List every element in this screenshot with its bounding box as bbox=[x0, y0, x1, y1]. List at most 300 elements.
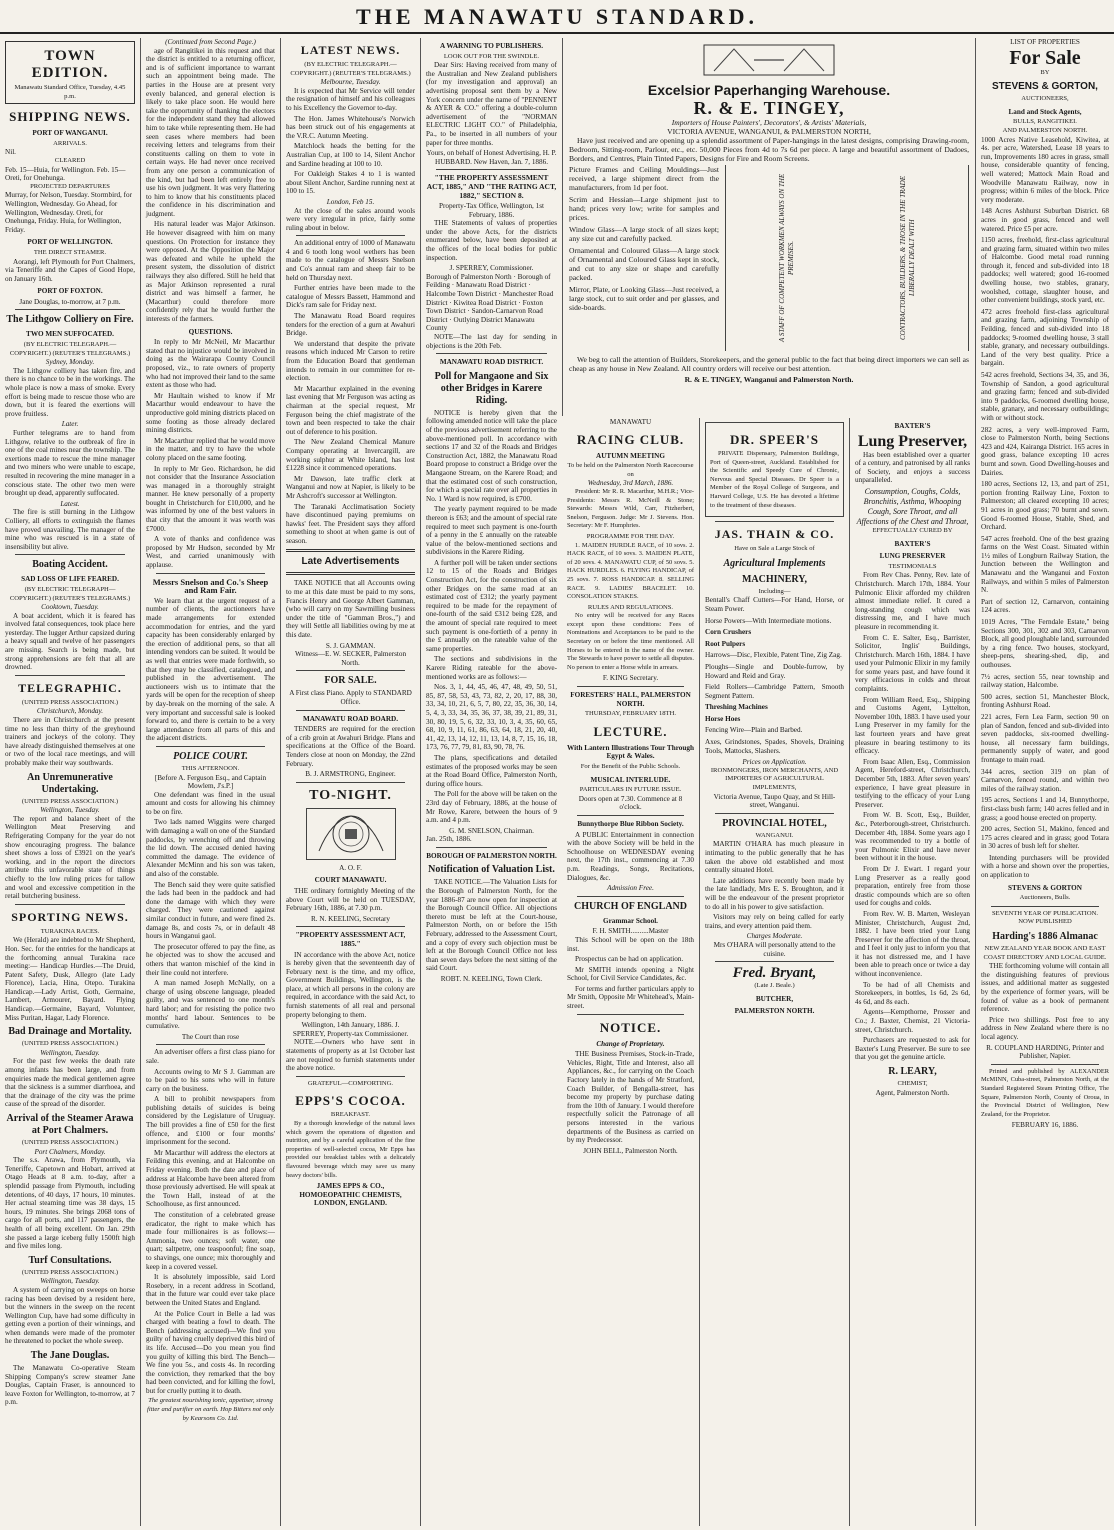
sign-painting-icon bbox=[694, 41, 844, 81]
col2-para: One defendant was fined in the usual amount and costs for allowing his chimney to be on fire. bbox=[146, 790, 275, 816]
unremun-dateline: Wellington, Tuesday. bbox=[40, 806, 100, 815]
divider bbox=[15, 904, 125, 905]
boating-sub: SAD LOSS OF LIFE FEARED. bbox=[21, 575, 119, 584]
change-sign: JOHN BELL, Palmerston North. bbox=[583, 1146, 678, 1155]
drainage-title: Bad Drainage and Mortality. bbox=[8, 1026, 132, 1038]
col3-para: For Oakleigh Stakes 4 to 1 is wanted about Silent Anchor, Sardine running next at 100 to 15. bbox=[286, 170, 415, 196]
tingey-para: Have just received and are opening up a splendid assortment of Paper-hangings in the latest designs, comprising Drawing-room, Bedroom, Sitting-room, Parlour, etc., etc. 50,000 Pieces from 4d to 7s 6d per piece. A large and beautiful assortment of Dadoes, Borders, and Centres, Plain Tinted Papers, Designs for Fire and Room Screens. bbox=[569, 136, 969, 163]
shipping-title: SHIPPING NEWS. bbox=[9, 109, 131, 125]
property-item: 221 acres, Fern Lea Farm, section 90 on plan of Sandon, fenced and sub-divided into seven paddocks, six-roomed dwelling-house, all necessary farm buildings, permanently supply of water, and good frontage to main road. bbox=[981, 712, 1109, 764]
continued-note: (Continued from Second Page.) bbox=[165, 38, 256, 46]
drainage-text: For the past few weeks the death rate among infants has been large, and from enquiries made the medical gentlemen agree that the sickness is a summer diarrhoea, and that the drainage of the city was the prime cause of the spread of the disorder. bbox=[5, 1057, 135, 1109]
lithgow-text: The Lithgow colliery has taken fire, and there is no chance to be in the workings. The whole place is now a mass of smoke. Every effort is being made to rescue those who are down, but it is feared the exertions will prove fruitless. bbox=[5, 366, 135, 418]
club-officers: President: Mr R. R. Macarthur, M.H.R.; Vice-Presidents: Messrs R. McNeill & Stone; Stewards: Messrs Wild, Carr, Fitzherbert, Snelson, Ferguson. Judge: Mr J. Stevens. Hon. Secretary: Mr F. Humphries. bbox=[567, 487, 694, 530]
ploughs: Ploughs—Single and Double-furrow, by Howard and Reid and Gray. bbox=[705, 662, 844, 680]
bentall: Bentall's Chaff Cutters—For Hand, Horse, or Steam Power. bbox=[705, 596, 844, 613]
jane-text: The Manawatu Co-operative Steam Shipping Company's screw steamer Jane Douglas, Captain Fraser, is announced to leave Foxton for Wellington, to-morrow, at 7 p.m. bbox=[5, 1364, 135, 1407]
col2-para: Two lads named Wiggins were charged with damaging a wall on one of the Standard paddocks, by wrenching off and throwing the lid down. The accused denied having committed the damage. The evidence of Alexander McMinn and his son was taken, and also of the constable. bbox=[146, 818, 275, 879]
divider bbox=[577, 1014, 684, 1015]
poll-text: NOTICE is hereby given that the following amended notice will take the place of the previous advertisement referring to the above-mentioned poll. In accordance with sections 17 and 32 of the Roads and Bridges Construction Act, 1882, the Manawatu Road Board propose to construct a Bridge over the Mangaone Stream, on the Karere Road; and that the estimated cost of such construction, for which a special rate over all properties in No. 1 Ward is now required, is £700. bbox=[426, 408, 557, 503]
warning-sub: LOOK OUT FOR THE SWINDLE. bbox=[443, 52, 540, 60]
school-text: This School will be open on the 18th inst. bbox=[567, 935, 694, 953]
tel-dateline: Christchurch, Monday. bbox=[36, 707, 104, 716]
town-edition-box bbox=[5, 41, 135, 104]
tingey-firm: R. & E. TINGEY, bbox=[693, 98, 845, 118]
threshing: Threshing Machines bbox=[705, 703, 768, 712]
dateline: London, Feb 15. bbox=[326, 197, 375, 206]
horse-hoes: Horse Hoes bbox=[705, 714, 741, 723]
foresters-emblem bbox=[306, 808, 396, 860]
drainage-dateline: Wellington, Tuesday. bbox=[40, 1048, 100, 1057]
aof-label: A. O. F. bbox=[339, 863, 362, 872]
plans-text: The plans, specifications and detailed estimates of the proposed works may be seen at the Road Board Office, Palmerston North, during office hours. bbox=[426, 753, 557, 788]
col2-para: At the Police Court in Belle a lad was charged with beating a fowl to death. The Bench (addressing accused)—We find you guilty of having cruelly deprived this bird of its life. Accused—Do you mean you find you guilty of killing this bird. The Bench—We fine you 5s., and costs 4s. In recording the conviction, they remarked that the boy had been convicted, and for killing the fowl, but for cruelly putting it to death. bbox=[146, 1309, 275, 1395]
masthead bbox=[0, 0, 1114, 34]
epps-sign: JAMES EPPS & CO., HOMOEOPATHIC CHEMISTS, LONDON, ENGLAND. bbox=[299, 1182, 402, 1208]
divider bbox=[991, 906, 1099, 907]
assessment-text: IN accordance with the above Act, notice is hereby given that the seventeenth day of February next is the time, and my office, Government Buildings, Wellington, is the place, at which all persons in the colony are required, in accordance with the said Act, to furnish statements of all real and personal property belonging to them. bbox=[286, 950, 415, 1019]
divider bbox=[296, 710, 405, 711]
property-item: 472 acres freehold first-class agricultural and grazing farm, adjoining Township of Feilding, fenced and sub-divided into 18 paddocks; 9-roomed dwelling house, 3 stall stable, granary, and necessary outbuildings. Land of the very best quality. Price a bargain. bbox=[981, 307, 1109, 368]
col2-para: Accounts owing to Mr S J. Gamman are to be paid to his sons who will in future carry on the business. bbox=[146, 1067, 275, 1093]
divider bbox=[436, 847, 547, 848]
forsale-title: For Sale bbox=[1009, 46, 1081, 69]
col2-para: An advertiser offers a first class piano for sale. bbox=[146, 1048, 275, 1065]
column-6 bbox=[699, 418, 849, 1526]
seventh-year: SEVENTH YEAR OF PUBLICATION. bbox=[992, 909, 1098, 917]
port-wanganui: PORT OF WANGANUI. bbox=[32, 129, 108, 138]
arawa-tag: (UNITED PRESS ASSOCIATION.) bbox=[21, 1139, 119, 1146]
arrivals-heading: ARRIVALS. bbox=[53, 139, 87, 147]
sporting-text: We (Herald) are indebted to Mr Shepherd, Hon. Sec. for the entries for the handicaps at the forthcoming annual Turakina race meeting:— Handicap Hurdles.—The Druid, Patent Safety, Dusk, Allegro (late Lady Florence), Lacia, Hina, Otepo. Turakina Handicap.—Lady Artist, Goth, Germaine, Lambert, Armourer, Bayard. Flying Handicap.—Germaine, Bayard, Volunteer, Miss Puritan, Hagar, Lady Florence. bbox=[5, 936, 135, 1022]
now-published: NOW PUBLISHED bbox=[1018, 918, 1072, 926]
cleared-text: Feb. 15—Huia, for Wellington. Feb. 15—Oreti, for Onehunga. bbox=[5, 165, 126, 183]
foxton-text: Jane Douglas, to-morrow, at 7 p.m. bbox=[19, 297, 121, 306]
divider bbox=[715, 813, 834, 814]
hotel-text-2: Late additions have recently been made by the late landlady, Mrs E. S. Broughton, and it will be the endeavour of the present proprietor to do all in his power to give satisfaction. bbox=[705, 876, 844, 911]
sold-note: To be had of all Chemists and Storekeepers, in bottles, 1s 6d, 2s 6d, 4s 6d, and 8s each. bbox=[855, 980, 970, 1006]
property-item: 282 acres, a very well-improved Farm, close to Palmerston North, being Sections 423 and 424, Kairanga District. 165 acres in good grass, balance excepting 10 acres burnt and sown. Good Dwelling-houses and Dairies. bbox=[981, 425, 1109, 477]
corn-crushers: Corn Crushers bbox=[705, 628, 752, 637]
terms: For terms and further particulars apply to Mr Smith, Opposite Mr Whitehead's, Main-street. bbox=[567, 984, 694, 1011]
col2-para: In reply to Mr Geo. Richardson, he did not consider that the Insurance Association was managed in a thoroughly straight manner. He knew personally of a property bought in Christchurch for £10,000, and he was informed by one of the best valuers in that city that the amount it was worth was £7000. bbox=[146, 464, 275, 533]
lung-title: Lung Preserver, bbox=[857, 432, 968, 450]
telegraphic-title: TELEGRAPHIC. bbox=[18, 680, 122, 695]
property-item: 500 acres, section 51, Manchester Block, fronting Ashhurst Road. bbox=[981, 692, 1109, 710]
field-rollers: Field Rollers—Cambridge Pattern, Smooth Segment Pattern. bbox=[705, 683, 844, 700]
sections-intro: The sections and subdivisions in the Karere Riding rateable for the above-mentioned works are as follows:— bbox=[426, 655, 557, 681]
tingey-banner bbox=[569, 40, 969, 82]
grammar-title: Grammar School. bbox=[603, 916, 658, 925]
divider bbox=[156, 1044, 265, 1045]
road-board-title: MANAWATU ROAD BOARD. bbox=[302, 714, 399, 723]
tingey-vertical-2: CONTRACTORS, BUILDERS, & THOSE IN THE TRADE LIBERALLY DEALT WITH bbox=[898, 176, 916, 340]
column-8 bbox=[975, 38, 1114, 1526]
col2-para: The prosecutor offered to pay the fine, as he objected was to show the accused and others that wanton mischief of the kind in their line could not interfere. bbox=[146, 942, 275, 977]
assessment-note: NOTE.—Owners who have sent in statements of property as at 1st October last are not required to furnish statements under the above notice. bbox=[286, 1038, 415, 1073]
list-of-properties: LIST OF PROPERTIES bbox=[1010, 38, 1080, 46]
smith-text: Mr SMITH intends opening a Night School, for Civil Service Candidates, &c. bbox=[567, 965, 694, 983]
divider bbox=[15, 675, 125, 676]
poll-date: The Poll for the above will be taken on the 23rd day of February, 1886, at the house of Mr Rowe, Karere, between the hours of 9 a.m. and 4 p.m. bbox=[426, 790, 557, 825]
tingey-products bbox=[569, 165, 719, 351]
divider bbox=[436, 169, 547, 170]
tingey-body bbox=[569, 165, 969, 351]
ribbon-text: A PUBLIC Entertainment in connection with the above Society will be held in the Schoolhouse on WEDNESDAY evening next, the 17th inst., commencing at 7.30 p.m. Readings, Songs, Recitations, Dialogues, &c. bbox=[567, 830, 694, 882]
col2-para: The Bench said they were quite satisfied the lads had been in the paddock and had done the damage with which they were charged. They were cautioned against similar conduct in future, and were fined 2s. damage 8s, and costs 7s, or in default 48 hours in Wanganui gaol. bbox=[146, 880, 275, 941]
held-at: To be held on the Palmerston North Racecourse on bbox=[567, 462, 694, 478]
lithgow-title: The Lithgow Colliery on Fire. bbox=[6, 314, 134, 326]
divider bbox=[991, 1064, 1099, 1065]
tingey-scrim: Scrim and Hessian—Large shipment just to hand; prices very low; write for samples and prices. bbox=[569, 195, 719, 222]
column-3 bbox=[280, 38, 420, 1526]
breakfast-label: BREAKFAST. bbox=[330, 1111, 371, 1119]
agents-note: Agents—Kempthorne, Prosser and Co.; J. Baxter, Chemist, 21 Victoria-street, Christchurch. bbox=[855, 1008, 970, 1034]
foresters-hall: FORESTERS' HALL, PALMERSTON NORTH. bbox=[570, 691, 691, 708]
road-district-title: MANAWATU ROAD DISTRICT. bbox=[439, 358, 544, 367]
thain-sub: Have on Sale a Large Stock of bbox=[734, 545, 815, 553]
leary-name: R. LEARY, bbox=[888, 1066, 937, 1077]
master-line: F. H. SMITH..........Master bbox=[592, 927, 669, 936]
nz-year-book: NEW ZEALAND YEAR BOOK AND EAST COAST DIRECTORY AND LOCAL GUIDE. bbox=[983, 945, 1107, 961]
divider bbox=[436, 353, 547, 354]
grateful: GRATEFUL—COMFORTING. bbox=[307, 1079, 394, 1087]
col2-para: His natural leader was Major Atkinson. He however disagreed with him on many questions. On Protection for instance they were opposed. At the Opposition the Major was defeated and while he upheld the present system, the dissolution of district railways they also differed. Still he held that as Major Atkinson represented a rural district and was himself a farmer, he (Macarthur) could therefore more confidently rely that he would further the interests of the farmers. bbox=[146, 220, 275, 323]
property-item: 180 acres, Sections 12, 13, and part of 251, portion fronting Railway Line, Foxton to Palmerston; all cleared excepting 10 acres; 91 acres in good grass; 70 burnt and sown. Good 6-roomed House, Stable, Shed, and Orchard. bbox=[981, 480, 1109, 532]
harding-price: Price two shillings. Post free to any address in New Zealand where there is no local agency. bbox=[981, 1015, 1109, 1041]
districts-list: Borough of Palmerston North · Borough of Feilding · Manawatu Road District · Halcombe Town District · Manchester Road District · Kiwitea Road District · Foxton Town District · Sandon-Carnarvon Road District · Outlying District Manawatu County bbox=[426, 272, 554, 333]
snelson-title: Messrs Snelson and Co.'s Sheep and Ram Fair. bbox=[152, 576, 269, 596]
rules-heading: RULES AND REGULATIONS. bbox=[587, 603, 674, 611]
poll-title: Poll for Mangaone and Six other Bridges in Karere Riding. bbox=[434, 370, 549, 406]
col2-para: A man named Joseph McNally, on a charge of using obscene language, pleaded guilty, and was sentenced to one month's hard labor; and for resisting the police two months' hard labour. Sentences to be cumulative. bbox=[146, 979, 275, 1031]
road-board-sign: B. J. ARMSTRONG, Engineer. bbox=[305, 770, 396, 779]
hotel-text-3: Visitors may rely on being called for early trains, and every attention paid them. bbox=[705, 913, 844, 930]
later-text: Further telegrams are to hand from Lithgow, relative to the outbreak of fire in one of the coal mines near the township. The exertions made to rescue the mine manager and two miners who were unable to escape, resulted in recovering the mine manager in a conscious state. The other two men were brought up dead, apparently suffocated. bbox=[5, 429, 135, 498]
fencing-wire: Fencing Wire—Plain and Barbed. bbox=[705, 726, 803, 735]
leary-sub: CHEMIST, bbox=[897, 1080, 928, 1087]
property-item: 1000 Acres Native Leasehold, Kiwitea, at 4s. per acre, Watershed, Lease 18 years to run, Improvements 180 acres in grass, small house, considerable quantity of fencing, well watered; Mattock Main Road and Woodville Manawatu Railway, now in progress; within 6 miles of the block. Price very moderate. bbox=[981, 135, 1109, 204]
col3-para: At the close of the sales around wools were very irregular in price, fairly some ruling about in below. bbox=[286, 206, 415, 232]
valuation-title: Notification of Valuation List. bbox=[428, 864, 555, 876]
cleared-heading: CLEARED bbox=[54, 156, 86, 164]
col3-para: The Hon. James Whitehouse's Norwich has been struck out of his engagements at the V.R.C. Autumn Meeting. bbox=[286, 114, 415, 140]
testimonial: From Isaac Allen, Esq., Commission Agent, Hereford-street, Christchurch, December 5th, 1883. After seven years' experience, I have great pleasure in testifying to the efficacy of your Lung Preserver. bbox=[855, 757, 970, 809]
port-wellington: PORT OF WELLINGTON. bbox=[27, 238, 113, 247]
harding-text: THE forthcoming volume will contain all the distinguishing features of previous issues, and additional matter as suggested by the experience of former years, will be found of value as a book of permanent reference. bbox=[981, 962, 1109, 1014]
agri-implements: Agricultural Implements bbox=[723, 557, 826, 569]
column-7 bbox=[849, 418, 975, 1526]
lecture-lantern: With Lantern Illustrations Tour Through Egypt & Wales. bbox=[567, 743, 694, 761]
divider bbox=[286, 572, 415, 575]
property-item: 542 acres freehold, Sections 34, 35, and 36, Township of Sandon, a good agricultural and grazing farm; fenced and sub-divided into 9 paddocks, 6-roomed dwelling house, stable, granary, and necessary outbuildings; with or without stock. bbox=[981, 371, 1109, 422]
harrows: Harrows—Disc, Flexible, Patent Tine, Zig Zag. bbox=[705, 651, 842, 660]
divider bbox=[296, 1076, 405, 1077]
drainage-tag: (UNITED PRESS ASSOCIATION.) bbox=[21, 1040, 119, 1048]
police-sub: THIS AFTERNOON. bbox=[181, 764, 240, 772]
sporting-title: SPORTING NEWS. bbox=[11, 909, 129, 924]
prop-act-text: THE Statements of values of properties under the above Acts, for the districts enumerated below, have been deposited at the offices of the local bodies for public inspection. bbox=[426, 219, 557, 262]
ribbon-title: Bunnythorpe Blue Ribbon Society. bbox=[577, 819, 684, 828]
divider bbox=[15, 309, 125, 310]
valuation-sign: ROBT. N. KEELING, Town Clerk. bbox=[440, 975, 543, 983]
jane-title: The Jane Douglas. bbox=[30, 1350, 110, 1362]
col2-para: The Court than rose bbox=[181, 1032, 240, 1041]
coupland: R. COUPLAND HARDING, Printer and Publisher, Napier. bbox=[986, 1043, 1104, 1061]
col3-para: An additional entry of 1000 of Manawatu 4 and 6 tooth long wool wethers has been made to the catalogue of Messrs Snelson and Co's annual ram and sheep fair to be held on Thursday next. bbox=[286, 239, 415, 282]
property-item: 344 acres, section 319 on plan of Carnarvon, fenced round, and within two miles of the railway station. bbox=[981, 767, 1109, 793]
divider bbox=[577, 686, 684, 687]
col2-para: Mr Macarthur will address the electors at Feilding this evening, and at Halcombe on Friday evening. Both the date and place of address at Halcombe have been altered from those previously advertised. He will speak at the Town Hall, instead of at the Schoolhouse, as first announced. bbox=[146, 1148, 275, 1209]
tingey-footer: We beg to call the attention of Builders, Storekeepers, and the general public to the fact that being direct importers we can sell as cheap as any house in New Zealand. All country orders will receive our best attention. bbox=[569, 355, 969, 373]
property-item: Part of section 12, Carnarvon, containing 124 acres. bbox=[981, 597, 1109, 615]
prop-act-note: NOTE—The last day for sending in objections is the 20th Feb. bbox=[426, 333, 557, 350]
dateline: Melbourne, Tuesday. bbox=[320, 78, 381, 87]
horse-powers: Horse Powers—With Intermediate motions. bbox=[705, 616, 832, 625]
lithgow-sub: TWO MEN SUFFOCATED. bbox=[26, 330, 114, 339]
latest-news-tag: (BY ELECTRIC TELEGRAPH.—COPYRIGHT.) (REUTER'S TELEGRAMS.) bbox=[290, 61, 411, 77]
meeting-date: Wednesday, 3rd March, 1886. bbox=[587, 479, 674, 488]
speer-title: DR. SPEER'S bbox=[729, 432, 820, 447]
turf-tag: (UNITED PRESS ASSOCIATION.) bbox=[21, 1268, 119, 1276]
testimonial: From Rev Chas. Penny, Rev. late of Christchurch. March 17th, 1884. Your Pulmonic Elixir afforded my children almost immediate relief. It cured a long-standing cough which was distressing me, and I have much pleasure in recommending it. bbox=[855, 571, 970, 631]
speer-box bbox=[705, 422, 844, 517]
preserver: LUNG PRESERVER bbox=[879, 552, 946, 561]
valuation-text: TAKE NOTICE.—The Valuation Lists for the Borough of Palmerston North, for the year 1886-87 are now open for inspection at the Borough Council Office. All objections thereto must be left at the Court-house, Palmerston North, on or before the 15th February, addressed to the Assessment Court, and a copy of every such objection must be left at the Borough Council Office not less than seven days before the next sitting of the said Court. bbox=[426, 878, 557, 973]
harding-title: Harding's 1886 Almanac bbox=[992, 931, 1098, 943]
assessment-title: "PROPERTY ASSESSMENT ACT, 1885." bbox=[295, 931, 406, 948]
town-edition-title: TOWN EDITION. bbox=[31, 48, 109, 81]
emblem-icon bbox=[311, 811, 391, 857]
property-item: 7½ acres, section 55, near township and railway station, Halcombe. bbox=[981, 672, 1109, 690]
programme-heading: PROGRAMME FOR THE DAY. bbox=[586, 532, 675, 540]
property-item: 547 acres freehold. One of the best grazing farms on the West Coast. Situated within 1½ miles of Longburn Railway Station, the Junction between the Wellington and Manawatu and the Wanganui and Foxton Railways, and within 5 miles of Palmerston N. bbox=[981, 534, 1109, 595]
col2-para: Mr Haultain wished to know if Mr Macarthur would endeavour to have the unproductive gold mining districts placed on some footing as those already declared mining districts. bbox=[146, 391, 275, 435]
misc-tools: Axes, Grindstones, Spades, Shovels, Draining Tools, Mattocks, Slashers. bbox=[705, 738, 844, 755]
particulars: PARTICULARS IN FUTURE ISSUE. bbox=[579, 786, 682, 794]
divider bbox=[577, 896, 684, 897]
change-title: Change of Proprietary. bbox=[596, 1039, 665, 1048]
arawa-text: The s.s. Arawa, from Plymouth, via Teneriffe, Capetown and Hobart, arrived at Otago Heads at 8 a.m. to-day, after a splendid passage from Plymouth, including detentions, of 40 days, 17 hours, 10 minutes. Her actual steaming time was 38 days, 15 hours, 19 minutes. She brings 2068 tons of cargo for all ports, and 117 passengers, the health of all being excellent. On Jan. 29th she passed a large iceberg fully 1500ft high and five miles long. bbox=[5, 1156, 135, 1251]
testimonials-heading: TESTIMONIALS bbox=[888, 562, 937, 570]
masthead-title: THE MANAWATU STANDARD. bbox=[356, 4, 758, 29]
tingey-address: VICTORIA AVENUE, WANGANUI, & PALMERSTON NORTH, bbox=[667, 127, 871, 136]
arawa-dateline: Port Chalmers, Monday. bbox=[34, 1147, 106, 1156]
hotel-town: WANGANUI. bbox=[755, 831, 794, 839]
prop-act-sign: J. SPERREY, Commissioner. bbox=[449, 264, 534, 273]
unremun-text: The report and balance sheet of the Wellington Meat Preserving and Refrigerating Company for the year do not show encouraging progress. The balance sheet shows a loss of £3921 on the year's working, and in the report the directors attribute this unfavorable state of things chiefly to the low ruling prices for tallow and wool and excessive competition in the retail butchering business. bbox=[5, 814, 135, 901]
forsale-title: FOR SALE. bbox=[324, 675, 377, 687]
direct-steamer: THE DIRECT STEAMER. bbox=[33, 248, 107, 256]
poll-text-3: A further poll will be taken under sections 12 to 15 of the Roads and Bridges Construction Act, for the construction of six other Bridges on the same road at an estimated cost of £312; the yearly payment required to be made for the repayment of one-fourth of the said £312 being £28, and the amount of special rate required to meet such payment is one-fortieth of a penny in the £ annually on the rateable value of the same properties. bbox=[426, 558, 557, 653]
divider bbox=[296, 235, 405, 236]
speer-text: PRIVATE Dispensary, Palmerston Buildings, Port of Queen-street, Auckland. Established for the Scientific and Speedy Cure of Chronic, Nervous and Special Diseases. Dr Speer is a Member of the Royal College of Surgeons, and Harvard College, U.S. He has devoted a lifetime to the treatment of these diseases. bbox=[710, 450, 839, 509]
turf-title: Turf Consultations. bbox=[28, 1254, 112, 1266]
lithgow-tag: (BY ELECTRIC TELEGRAPH.—COPYRIGHT.) (REUTER'S TELEGRAMS.) bbox=[9, 341, 131, 357]
testimonial: From C. E. Salter, Esq., Barrister, Solicitor, Inglis' Buildings, Christchurch. March 16th, 1884. I have used your Pulmonic Elixir in my family for some years past, and have found it very efficacious in colds and throat complaints. bbox=[855, 633, 970, 694]
tingey-advertisement bbox=[562, 38, 975, 416]
land-agents: Land and Stock Agents, bbox=[1008, 107, 1082, 116]
col3-para: The Taranaki Acclimatisation Society have discontinued paying premiums on hawks' feet. The President says they afford something to shoot at when game is out of season. bbox=[286, 502, 415, 545]
later-heading: Later. bbox=[61, 420, 79, 429]
column-4 bbox=[420, 38, 562, 1526]
bulls: BULLS, RANGITIKEI. bbox=[1013, 118, 1077, 126]
questions-heading: QUESTIONS. bbox=[188, 327, 233, 336]
court-text: THE ordinary fortnightly Meeting of the above Court will be held on TUESDAY, February 16th, 1886, at 7.30 p.m. bbox=[286, 886, 415, 913]
turf-text: A system of carrying on sweeps on horse racing has been devised by a resident here, but the winners in the sweep on the recent Wellington Cup, have had some difficulty in getting even a portion of their winnings, and when demands were made of the promoter he threatened to pocket the whole sweep. bbox=[5, 1285, 135, 1346]
imprint: Printed and published by ALEXANDER McMINN, Cuba-street, Palmerston North, at the Standard Registered Steam Printing Office, The Square, Palmerston North, County of Oroua, in the Provincial District of Wellington, New Zealand, for the Proprietor. bbox=[981, 1067, 1109, 1118]
property-item: 1150 acres, freehold, first-class agricultural and grazing farm, situated within two miles of Halcombe. Good metal road running through it, fenced and sub-divided into 18 paddocks; well watered; good 16-roomed dwelling house, two stables, granary, woolshed, cottage, slaughter house, and other convenient buildings, stock yard, etc. bbox=[981, 236, 1109, 305]
root-pulpers: Root Pulpers bbox=[705, 639, 746, 648]
col3-para: Matchlock heads the betting for the Australian Cup, at 100 to 14, Silent Anchor and Sardine heading at 100 to 10. bbox=[286, 142, 415, 168]
projected-heading: PROJECTED DEPARTURES bbox=[30, 182, 110, 190]
boating-dateline: Cooktown, Tuesday. bbox=[41, 603, 99, 612]
arrivals-nil: Nil. bbox=[5, 148, 16, 157]
musical-interlude: MUSICAL INTERLUDE. bbox=[590, 775, 671, 784]
assessment-sign: Wellington, 14th January, 1886. J. SPERREY, Property-tax Commissioner. bbox=[292, 1021, 409, 1038]
admission: Admission Free. bbox=[607, 884, 654, 893]
column-1 bbox=[0, 38, 140, 1526]
club-town: MANAWATU bbox=[609, 418, 652, 426]
boating-title: Boating Accident. bbox=[32, 559, 108, 571]
notice-title: NOTICE. bbox=[599, 1019, 662, 1035]
and-pn: AND PALMERSTON NORTH. bbox=[1002, 126, 1088, 134]
property-item: 1019 Acres, "The Ferndale Estate," being Sections 300, 301, 302 and 303, Carnarvon Block, all good ploughable land, surrounded by a ring fence. Two houses, stockyard, sheep-pens, shearing-shed, dip, and outhouses. bbox=[981, 618, 1109, 669]
col2-para: We learn that at the urgent request of a number of clients, the auctioneers have made arrangements for extended accommodation for entries, and the yard capacity has been considerably enlarged by the erection of additional pens, so that all intending vendors can be suited. It would be as well that entries were made forthwith, so that they may be classified, catalogued, and published in the advertisement. The auctioneers wish us to intimate that the yards will be open for the reception of sheep by day-break on the morning of the sale. A very important and successful sale is looked forward to, and there is certain to be a very large attendance from all parts of this and the adjacent districts. bbox=[146, 596, 275, 743]
divider bbox=[715, 961, 834, 962]
auctioneers: AUCTIONEERS, bbox=[1021, 95, 1069, 103]
bryant-title: Fred. Bryant, bbox=[732, 965, 817, 982]
baxters: BAXTER'S bbox=[894, 539, 931, 548]
projected-text: Murray, for Nelson, Tuesday. Stormbird, for Wellington, Wednesday. Go Ahead, for Wellington, Wednesday. Oreti, for Onehunga, Friday. Huia, for Wellington, Friday. bbox=[5, 191, 133, 234]
gamman-sign: S. J. GAMMAN. bbox=[325, 641, 376, 650]
unremun-title: An Unremunerative Undertaking. bbox=[27, 771, 113, 795]
tingey-window: Window Glass—A large stock of all sizes kept; any size cut and carefully packed. bbox=[569, 225, 719, 243]
programme-events: 1. MAIDEN HURDLE RACE, of 10 sovs. 2. HACK RACE, of 10 sovs. 3. MAIDEN PLATE, of 20 sovs. 4. MANAWATU CUP, of 50 sovs. 5. HACK HURDLES. 6. FLYING HANDICAP, of 25 sovs. 7. ROSS HANDICAP. 8. SELLING RACE. 9. LADIES' BRACELET. 10. CONSOLATION STAKES. bbox=[567, 541, 694, 601]
borough-title: BOROUGH OF PALMERSTON NORTH. bbox=[426, 851, 557, 860]
road-board-text: TENDERS are required for the erection of a crib groin at Awahuri Bridge. Plans and specifications at the Office of the Board. Tenders close at noon on Monday, the 22nd February. bbox=[286, 725, 415, 768]
col2-para: It is absolutely impossible, said Lord Rosebery, in a recent address in Scotland, that in the future war could ever take place between the United States and England. bbox=[146, 1273, 275, 1307]
lung-text: Has been established over a quarter of a century, and patronised by all ranks of Society, and enjoys a success unparalleled. bbox=[855, 450, 970, 485]
court-title: COURT MANAWATU. bbox=[314, 876, 387, 885]
boating-tag: (BY ELECTRIC TELEGRAPH—COPYRIGHT.) (REUTER'S TELEGRAMS.) bbox=[9, 585, 131, 602]
caution-note: Purchasers are requested to ask for Baxter's Lung Preserver. Be sure to see that you get the genuine article. bbox=[855, 1036, 970, 1062]
thain-title: JAS. THAIN & CO. bbox=[714, 527, 835, 542]
warning-sign: Yours, on behalf of Honest Advertising, H. P. HUBBARD. New Haven, Jan. 7, 1886. bbox=[426, 149, 557, 166]
column-5 bbox=[562, 418, 699, 1526]
epps-text: By a thorough knowledge of the natural laws which govern the operations of digestion and nutrition, and by a careful application of the fine properties of well-selected cocoa, Mr Epps has provided our breakfast tables with a delicately flavoured beverage which may save us many heavy doctors' bills. bbox=[286, 1120, 415, 1179]
col2-para: In reply to Mr McNeil, Mr Macarthur stated that no injustice would be involved in doing as the Wairarapa County Council proposed, viz., to rate owners of property who had not improved their land to the same extent as those who had. bbox=[146, 338, 275, 390]
boating-text: A boat accident, which it is feared has involved fatal consequences, took place here yesterday. The lugger Arthur capsized during a heavy squall and twelve of her passengers are missing. Search is being made, but strong apprehensions are felt that all are drowned. bbox=[5, 611, 135, 672]
bryant-town: PALMERSTON NORTH. bbox=[734, 1007, 815, 1016]
col3-para: Mr Dawson, late traffic clerk at Wanganui and now at Napier, is likely to be Mr Ashcroft's successor at Wellington. bbox=[286, 474, 415, 500]
tingey-frames: Picture Frames and Ceiling Mouldings—Just received, a large shipment direct from the manufacturers, from 1d per foot. bbox=[569, 165, 719, 192]
ohara-note: Mrs O'HARA will personally attend to the cuisine. bbox=[713, 940, 836, 958]
charges: Charges Moderate. bbox=[746, 932, 803, 941]
warning-title: A WARNING TO PUBLISHERS. bbox=[439, 42, 544, 50]
hotel-text: MARTIN O'HARA has much pleasure in intimating to the public generally that he has taken the above old established and most centrally situated Hotel. bbox=[705, 840, 844, 875]
latest-heading: Latest. bbox=[60, 499, 80, 508]
divider bbox=[286, 549, 415, 552]
col2-para: age of Rangitikei in this request and that the district is entitled to a returning officer, and is of sufficient importance to warrant such an appointment being made. The parties in the House are at present very evenly balanced, and general election is likely to take place soon. He would here take the opportunity of thanking the electors for the independent stand they had allowed him to take while representing them. He had seen cases where members had been receiving letters and telegrams from their constituents calling on them to vote in certain ways. He had never once received from any one person a communication of the kind, but had been left entirely free to use his own judgment. It was very flattering to him to know that his constituents placed the confidence in his discrimination and judgment. bbox=[146, 46, 275, 218]
col2-para: Mr Macarthur replied that he would move in the matter, and try to have the whole colony placed on the same footing. bbox=[146, 436, 275, 462]
butcher: BUTCHER, bbox=[755, 994, 794, 1003]
stevens-gorton: STEVENS & GORTON, bbox=[992, 81, 1098, 93]
property-item: 148 Acres Ashhurst Suburban District. 68 acres in good grass, fenced and well watered. Price £5 per acre. bbox=[981, 207, 1109, 233]
latest-text: The fire is still burning in the Lithgow Colliery, all efforts to extinguish the flames have proved unavailing. The manager of the mine who was rescued is in a state of insensibility but alive. bbox=[5, 508, 135, 551]
lithgow-dateline: Sydney, Monday. bbox=[45, 358, 95, 367]
machinery: MACHINERY, bbox=[741, 573, 808, 585]
court-sign: R. N. KEELING, Secretary bbox=[310, 914, 391, 923]
tingey-ornamental: Ornamental and Coloured Glass—A large stock of Ornamental and Coloured Glass kept in stock, and cut to any size or shape and carefully packed. bbox=[569, 246, 719, 282]
col3-para: It is expected that Mr Service will tender the resignation of himself and his colleagues to his Excellency the Governor to-day. bbox=[286, 86, 415, 112]
col2-footer: The greatest nourishing tonic, appetiser, strong fitter and purifier on earth. Hop Bitters not only by Kearsons Co. Ltd. bbox=[147, 1397, 274, 1422]
divider bbox=[15, 554, 125, 555]
col2-para: A vote of thanks and confidence was proposed by Mr Hudson, seconded by Mr West, and carried unanimously with applause. bbox=[146, 535, 275, 570]
warning-text: Dear Sirs: Having received from many of the Australian and New Zealand publishers (for my investigation and approval) an advertising proposal sent them by a New York concern under the name of "PENNENT & AYER & CO." offering a double-column advertisement of the "NORMAN ELECTRIC LIGHT CO." of Philadelphia, Pa., to be inserted in all numbers of your paper for three months. bbox=[426, 61, 557, 147]
lecture-benefit: For the Benefit of the Public Schools. bbox=[580, 763, 681, 770]
stevens-gorton-2: STEVENS & GORTON bbox=[1008, 883, 1082, 892]
hotel-title: PROVINCIAL HOTEL, bbox=[722, 817, 827, 829]
col3-para: Mr Macarthur explained in the evening last evening that Mr Ferguson was acting as chairman at the special request, Mr Ferguson being the chief magistrate of the town and been respected to take the chair out of deference to his position. bbox=[286, 384, 415, 436]
tel-text: There are in Christchurch at the present time no less than thirty of the greyhound trainers and jockeys of the colony. They have already distinguished themselves at one or two of the local race meetings, and will probably make their way southwards. bbox=[5, 716, 135, 767]
leary-agent: Agent, Palmerston North. bbox=[875, 1088, 950, 1097]
divider bbox=[296, 782, 405, 783]
poll-sign: G. M. SNELSON, Chairman. bbox=[449, 826, 534, 835]
forsale-text: A First class Piano. Apply to STANDARD Office. bbox=[289, 689, 412, 706]
church-title: CHURCH OF ENGLAND bbox=[574, 900, 687, 912]
club-title: RACING CLUB. bbox=[576, 431, 685, 447]
column-2 bbox=[140, 38, 280, 1526]
tonight-title: TO-NIGHT. bbox=[309, 787, 392, 803]
bryant-sub: (Late J. Beale.) bbox=[754, 982, 795, 990]
intending-note: Intending purchasers will be provided with a horse and shown over the properties, on application to bbox=[981, 853, 1109, 880]
iron-merchants: IRONMONGERS, IRON MERCHANTS, AND IMPORTERS OF AGRICULTURAL IMPLEMENTS, bbox=[710, 766, 839, 792]
autumn-meeting: AUTUMN MEETING bbox=[596, 451, 665, 460]
col3-para: Further entries have been made to the catalogue of Messrs Bassett, Hammond and Dick's ram sale for Friday next. bbox=[286, 284, 415, 310]
lecture-title: LECTURE. bbox=[593, 723, 668, 739]
iron-address: Victoria Avenue, Taupo Quay, and St Hill-street, Wanganui. bbox=[713, 792, 836, 810]
lecture-date: THURSDAY, FEBRUARY 18TH. bbox=[585, 710, 676, 718]
col3-para: The New Zealand Chemical Manure Company operating at Invercargill, are working sulphur at White Island, has lost £1228 since it commenced operations. bbox=[286, 438, 415, 473]
divider bbox=[715, 521, 834, 522]
club-sign: F. KING Secretary. bbox=[602, 674, 659, 683]
col2-para: A bill to prohibit newspapers from publishing details of suicides is being considered by the Legislature of Uruguay. The bill provides a fine of £50 for the first offence, and £100 or four months' imprisonment for the second. bbox=[146, 1095, 275, 1147]
poll-date-2: Jan. 25th, 1886. bbox=[426, 835, 472, 844]
tingey-vertical-1: A STAFF OF COMPETENT WORKMEN ALWAYS ON THE PREMISES. bbox=[777, 173, 795, 343]
prop-act-office: Property-Tax Office, Wellington, 1st February, 1886. bbox=[438, 202, 545, 219]
tingey-vertical-block bbox=[725, 165, 969, 351]
divider bbox=[156, 746, 265, 747]
prices-note: Prices on Application. bbox=[742, 758, 807, 767]
latest-news-title: LATEST NEWS. bbox=[300, 43, 401, 57]
poll-text-2: The yearly payment required to be made thereon is £63; and the amount of special rate required to meet such payment is one-fourth of a penny in the £ annually on the rateable value of the below-mentioned sections and subdivisions in the Karere Riding. bbox=[426, 505, 557, 557]
rules-text: No entry will be received for any Races except upon these conditions: Fees of Nominations and Acceptances to be paid to the Secretary on or before the time mentioned. All Horses to be entered in the name of the owner. The Stewards to have power to settle all disputes. No person to enter a Horse while in arrears. bbox=[567, 612, 694, 671]
imprint-date: FEBRUARY 16, 1886. bbox=[1011, 1121, 1079, 1130]
testimonial: From Dr J. Ewart. I regard your Lung Preserver as a really good preparation, entirely free from those drastic compounds which are so often used for coughs and colds. bbox=[855, 864, 970, 908]
prop-act-title: "THE PROPERTY ASSESSMENT ACT, 1885," AND "THE RATING ACT, 1882," SECTION 8. bbox=[426, 173, 557, 200]
diseases: Consumption, Coughs, Colds, Bronchitis, Asthma, Whooping Cough, Sore Throat, and all Affections of the Chest and Throat, bbox=[856, 486, 969, 526]
late-adv-title: Late Advertisements bbox=[301, 556, 400, 568]
epps-title: EPPS'S COCOA. bbox=[295, 1093, 406, 1109]
divider bbox=[296, 926, 405, 927]
stevens-gorton-sub: Auctioneers, Bulls. bbox=[1019, 894, 1071, 902]
property-item: 200 acres, Section 51, Makino, fenced and 175 acres cleared and in grass; good Totara in 30 acres of bush left for shelter. bbox=[981, 825, 1109, 851]
police-title: POLICE COURT. bbox=[173, 750, 248, 762]
port-foxton: PORT OF FOXTON. bbox=[37, 287, 103, 296]
gamman-witness: Witness—E. W. SECKER, Palmerston North. bbox=[294, 650, 407, 667]
col3-para: The Manawatu Road Board requires tenders for the erection of a gurn at Awahuri Bridge. bbox=[286, 312, 415, 338]
